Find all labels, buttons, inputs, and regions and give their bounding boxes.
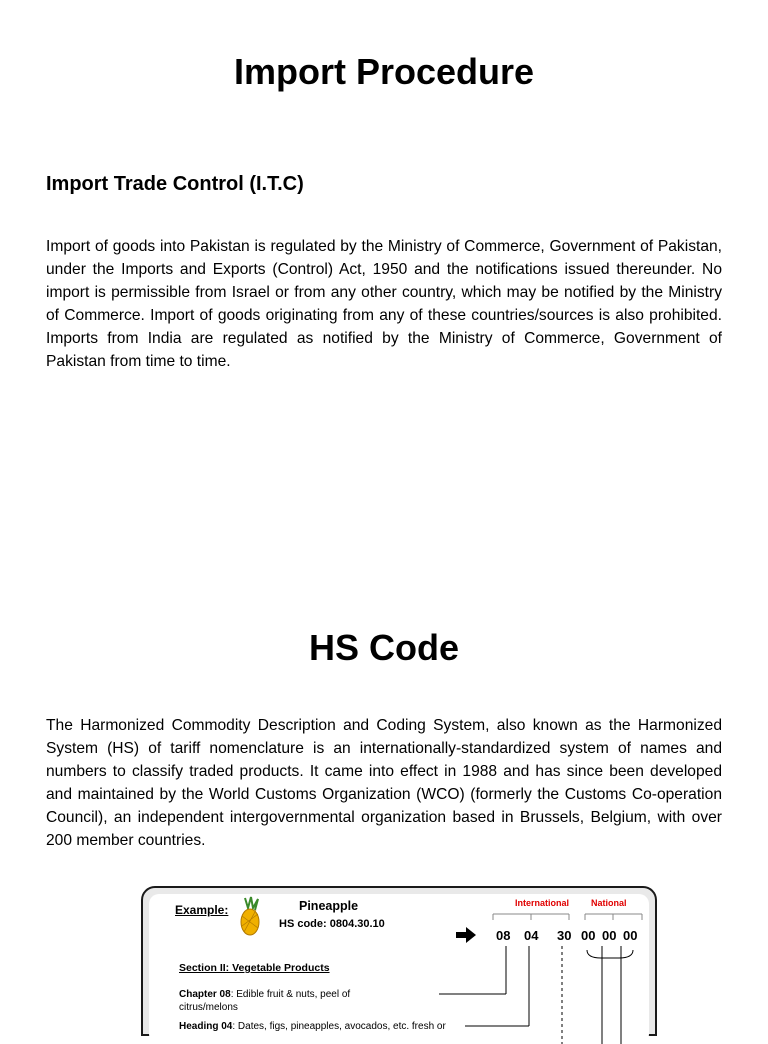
hs-code-example-figure <box>141 886 657 1036</box>
figure-panel <box>149 894 649 1044</box>
international-bracket <box>493 914 569 920</box>
chapter-description <box>179 988 379 1014</box>
digit-pair: 00 <box>581 928 596 943</box>
itc-paragraph: Import of goods into Pakistan is regulated by the Ministry of Commerce, Government of Pakistan, under the Imports and Exports (Control) Act, 1950 and the notifications issued thereunder. No import is permissible from Israel or from any other country, which may be notified by the Ministry of Commerce. Import of goods originating from any of these countries/sources is also prohibited. Imports from India are regulated as notified by the Ministry of Commerce, Government of Pakistan from time to time. <box>46 238 722 370</box>
product-name: Pineapple <box>299 899 359 913</box>
example-label: Example: <box>175 903 229 917</box>
hs-code-paragraph: The Harmonized Commodity Description and Coding System, also known as the Harmonized System (HS) of tariff nomenclature is an internationally-standardized system of names and numbers to classify traded products. It came into effect in 1988 and has since been developed and maintained by the World Customs Organization (WCO) (formerly the Customs Co-operation Council), an independent intergovernmental organization based in Brussels, Belgium, with over 200 member countries. <box>46 717 722 849</box>
pineapple-icon <box>241 897 259 935</box>
digit-pair: 00 <box>623 928 638 943</box>
section-label: Section II: Vegetable Products <box>179 962 330 974</box>
hs-code-value: HS code: 0804.30.10 <box>279 918 385 930</box>
page-title: Import Procedure <box>233 51 535 92</box>
international-label: International <box>515 898 570 908</box>
section-heading-itc: Import Trade Control (I.T.C) <box>46 173 304 195</box>
national-bracket <box>585 914 642 920</box>
arrow-right-icon <box>456 927 476 943</box>
heading-description <box>179 1020 479 1033</box>
heading-text: : Dates, figs, pineapples, avocados, etc. fresh or <box>232 1021 446 1032</box>
chapter-prefix: Chapter 08 <box>179 989 231 1000</box>
hs-code-title: HS Code <box>308 627 459 668</box>
digit-pair: 08 <box>496 928 511 943</box>
chapter-text: : Edible fruit & nuts, peel of citrus/melons <box>179 989 351 1013</box>
heading-prefix: Heading 04 <box>179 1021 233 1032</box>
digit-pair: 04 <box>524 928 539 943</box>
national-label: National <box>591 898 627 908</box>
digit-pair: 30 <box>557 928 572 943</box>
digit-pair: 00 <box>602 928 617 943</box>
